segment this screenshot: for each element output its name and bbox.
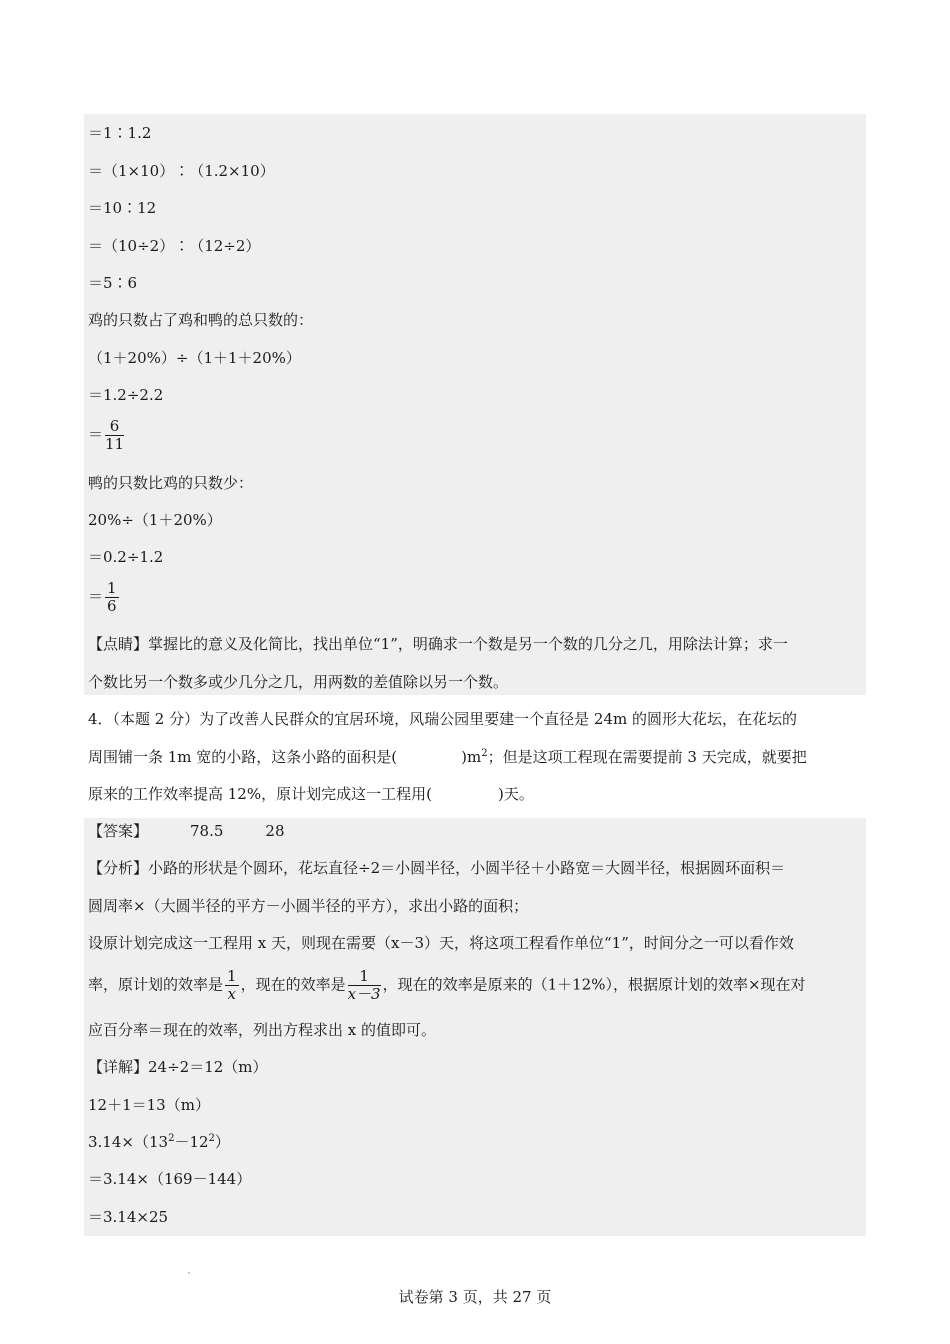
answer-line bbox=[88, 821, 866, 841]
analysis-text: 率，原计划的效率是 bbox=[88, 975, 224, 994]
solution-line: ＝（1×10）∶（1.2×10） bbox=[88, 162, 275, 180]
solution-line: ＝5∶6 bbox=[88, 274, 138, 292]
solution-line: 鸭的只数比鸡的只数少： bbox=[88, 474, 254, 492]
question-text: 周围铺一条 1m 宽的小路，这条小路的面积是( bbox=[88, 748, 398, 766]
fraction-denominator: 6 bbox=[107, 597, 117, 615]
solution-line: 鸡的只数占了鸡和鸭的总只数的： bbox=[88, 311, 314, 329]
fraction-line bbox=[88, 418, 866, 453]
fraction bbox=[225, 968, 239, 1003]
solution-line: （1＋20%）÷（1＋1＋20%） bbox=[88, 349, 301, 367]
tip-line: 【点睛】掌握比的意义及化简比，找出单位“1”，明确求一个数是另一个数的几分之几，用除法计算；求一 bbox=[88, 635, 788, 653]
detail-line: ＝3.14×25 bbox=[88, 1208, 169, 1226]
fraction bbox=[105, 580, 119, 615]
question-line: 4．（本题 2 分）为了改善人民群众的宜居环境，风瑞公园里要建一个直径是 24m 的圆形大花坛，在花坛的 bbox=[88, 710, 797, 728]
question-text: )天。 bbox=[497, 785, 534, 803]
solution-line: ＝1∶1.2 bbox=[88, 124, 152, 142]
detail-text: －12 bbox=[174, 1133, 209, 1151]
solution-line: 20%÷（1＋20%） bbox=[88, 511, 222, 529]
analysis-line: 设原计划完成这一工程用 x 天，则现在需要（x－3）天，将这项工程看作单位“1”，时间分之一可以看作效 bbox=[88, 934, 794, 952]
analysis-line bbox=[88, 968, 866, 1003]
stray-mark bbox=[188, 1272, 190, 1274]
fraction-numerator: 1 bbox=[107, 579, 117, 597]
solution-line: ＝0.2÷1.2 bbox=[88, 548, 164, 566]
tip-line: 个数比另一个数多或少几分之几，用两数的差值除以另一个数。 bbox=[88, 673, 509, 691]
superscript: 2 bbox=[168, 1133, 175, 1144]
fraction-denominator: 11 bbox=[105, 435, 125, 453]
analysis-line: 【分析】小路的形状是个圆环，花坛直径÷2＝小圆半径，小圆半径＋小路宽＝大圆半径，根据圆环面积＝ bbox=[88, 859, 786, 877]
detail-text: ） bbox=[214, 1133, 230, 1151]
solution-line: ＝（10÷2）∶（12÷2） bbox=[88, 237, 261, 255]
fraction-denominator: x bbox=[227, 985, 237, 1003]
fraction-numerator: 1 bbox=[348, 968, 381, 986]
answer-value: 78.5 bbox=[190, 822, 224, 840]
question-text: )m bbox=[461, 748, 482, 766]
fraction bbox=[348, 968, 381, 1003]
answer-label: 【答案】 bbox=[88, 822, 149, 840]
fraction-denominator: x－3 bbox=[347, 985, 381, 1003]
fraction-numerator: 6 bbox=[105, 418, 124, 436]
fraction bbox=[105, 418, 124, 453]
detail-text: 3.14×（13 bbox=[88, 1133, 169, 1151]
analysis-text: ，现在的效率是 bbox=[240, 975, 346, 994]
question-text: ；但是这项工程现在需要提前 3 天完成，就要把 bbox=[487, 748, 807, 766]
question-text: 原来的工作效率提高 12%，原计划完成这一工程用( bbox=[88, 785, 432, 803]
question-line bbox=[88, 784, 866, 804]
fraction-prefix: ＝ bbox=[88, 587, 104, 606]
question-line bbox=[88, 747, 866, 767]
solution-line: ＝10∶12 bbox=[88, 199, 157, 217]
detail-line: ＝3.14×（169－144） bbox=[88, 1170, 252, 1188]
analysis-line: 圆周率×（大圆半径的平方－小圆半径的平方），求出小路的面积； bbox=[88, 897, 529, 915]
superscript: 2 bbox=[208, 1133, 215, 1144]
fraction-line bbox=[88, 580, 866, 615]
solution-line: ＝1.2÷2.2 bbox=[88, 386, 164, 404]
detail-line bbox=[88, 1132, 866, 1152]
detail-line: 12＋1＝13（m） bbox=[88, 1096, 210, 1114]
fraction-prefix: ＝ bbox=[88, 425, 104, 444]
analysis-text: ，现在的效率是原来的（1＋12%），根据原计划的效率×现在对 bbox=[382, 975, 806, 994]
fraction-numerator: 1 bbox=[227, 967, 237, 985]
analysis-line: 应百分率＝现在的效率，列出方程求出 x 的值即可。 bbox=[88, 1021, 436, 1039]
answer-value: 28 bbox=[265, 822, 285, 840]
page-footer: 试卷第 3 页，共 27 页 bbox=[398, 1288, 552, 1306]
detail-line: 【详解】24÷2＝12（m） bbox=[88, 1058, 268, 1076]
superscript: 2 bbox=[481, 748, 488, 759]
